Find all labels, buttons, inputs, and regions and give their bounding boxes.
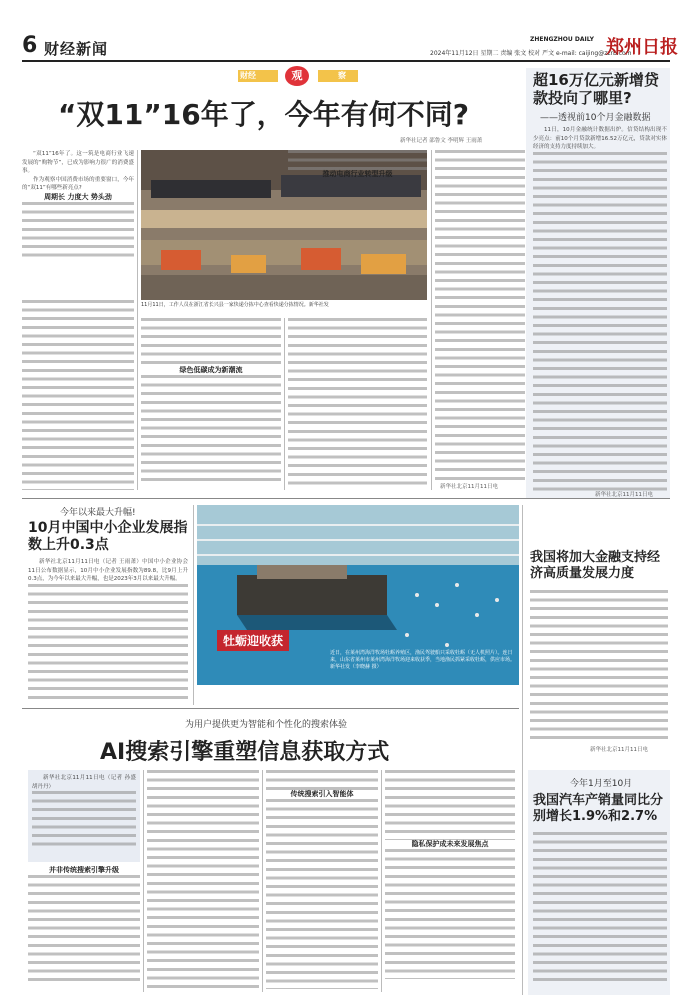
section-rule xyxy=(22,708,519,709)
column-rule xyxy=(522,505,523,995)
text-lines xyxy=(385,770,515,840)
kicker-right: 察 xyxy=(338,71,346,80)
feature-column-3 xyxy=(288,150,427,490)
feature-byline: 新华社记者 邵鲁文 李明辉 王雨萧 xyxy=(400,138,483,144)
text-lines xyxy=(22,300,134,490)
text-lines xyxy=(22,202,134,262)
ai-subhead-3: 并非传统搜索引擎升级 xyxy=(49,866,119,874)
photo-caption: 11月11日，工作人员在浙江省长兴县一家快递分拣中心查看快递分拣情况。新华社发 xyxy=(141,302,329,308)
right-top-body xyxy=(533,126,667,491)
left-body xyxy=(28,558,188,708)
text-lines xyxy=(266,770,378,790)
left-headline: 10月中国中小企业发展指数上升0.3点 xyxy=(28,520,188,553)
ai-headline: AI搜索引擎重塑信息获取方式 xyxy=(100,740,390,765)
column-rule xyxy=(284,318,285,490)
photo-title: 牡蛎迎收获 xyxy=(217,630,289,651)
section-name: 财经新闻 xyxy=(44,40,109,58)
feature-headline: “双11”16年了，今年有何不同? xyxy=(58,98,469,131)
oyster-caption: 近日，在莱州湾海洋牧场牡蛎养殖区，渔民驾驶船只采收牡蛎（无人机照片）。连日来，山东省莱州市莱州湾海洋牧场迎来收获季，当地渔民抓紧采收牡蛎，供应市场。新华社发（李晓赫 摄） xyxy=(330,650,516,670)
text-lines xyxy=(266,799,378,989)
feature-lead: “双11”16年了。这一筑是电商行业飞速发展的“购物节”，已成为影响力很广的消费盛事。 xyxy=(22,151,134,175)
paper-logo: 郑州日报 xyxy=(606,37,678,58)
right-mid-ending: 新华社北京11月11日电 xyxy=(590,747,648,753)
column-rule xyxy=(431,150,432,490)
page-number: 6 xyxy=(22,33,38,58)
right-mid-headline: 我国将加大金融支持经济高质量发展力度 xyxy=(530,550,661,581)
feature-column-3-top xyxy=(288,150,427,178)
column-rule xyxy=(381,770,382,992)
text-lines xyxy=(533,832,667,987)
left-lead: 新华社北京11月11日电（记者 王雨萧）中国中小企业协会11日公布数据显示，10月中小企业发展指数为89.8，比9月上升0.3点，为今年以来最大升幅，也是2023年3月以来最大升幅。 xyxy=(28,559,188,583)
text-lines xyxy=(141,375,281,487)
feature-subhead-1: 周期长 力度大 势头劲 xyxy=(44,192,112,201)
right-mid-body xyxy=(530,590,668,745)
ai-kicker: 为用户提供更为智能和个性化的搜索体验 xyxy=(185,720,348,730)
feature-column-1 xyxy=(22,150,134,297)
ai-subhead-2: 隐私保护成未来发展焦点 xyxy=(411,840,489,848)
paper-english-name: ZHENGZHOU DAILY xyxy=(530,36,594,43)
ai-column-2 xyxy=(147,770,259,992)
ai-column-3 xyxy=(266,770,378,992)
right-top-lead: 11日，10月金融统计数据出炉。信贷结构出现不少亮点：前10个月贷款新增16.52万亿元，贷款对实体经济的支持力度持续加大。 xyxy=(533,127,667,151)
right-top-ending: 新华社北京11月11日电 xyxy=(595,492,653,498)
header-rule xyxy=(22,60,670,62)
ai-column-4 xyxy=(385,770,515,992)
ai-column-1 xyxy=(28,866,140,991)
feature-lead-2: 作为观察中国消费市场的重要窗口，今年的“双11”有哪些新亮点? xyxy=(22,176,134,192)
feature-kicker xyxy=(238,66,358,86)
feature-column-1b xyxy=(22,300,134,490)
text-lines xyxy=(385,849,515,979)
text-lines xyxy=(288,150,427,170)
text-lines xyxy=(141,318,281,366)
feature-subhead-2: 绿色低碳成为新潮流 xyxy=(179,366,243,374)
left-kicker: 今年以来最大升幅! xyxy=(60,508,136,518)
column-rule xyxy=(137,150,138,490)
text-lines xyxy=(533,152,667,491)
ai-lead-box xyxy=(28,770,140,862)
issue-meta: 2024年11月12日 星期二 责编 张文 校对 严文 e-mail: caijing@zzrb.com xyxy=(430,50,632,57)
kicker-left: 财经 xyxy=(240,71,256,80)
ai-byline: 新华社北京11月11日电（记者 孙盛 胡丹丹） xyxy=(32,775,136,790)
ai-subhead-1: 传统搜索引入智能体 xyxy=(290,790,354,798)
text-lines xyxy=(435,150,525,480)
text-lines xyxy=(28,875,140,985)
text-lines xyxy=(288,318,427,490)
kicker-badge: 观 xyxy=(285,66,309,86)
right-bottom-headline: 我国汽车产销量同比分别增长1.9%和2.7% xyxy=(533,793,664,824)
right-top-headline: 超16万亿元新增贷款投向了哪里? xyxy=(533,71,659,107)
text-lines xyxy=(32,791,136,851)
right-bottom-kicker: 今年1月至10月 xyxy=(570,779,633,789)
right-bottom-body xyxy=(533,832,667,992)
feature-column-2 xyxy=(141,318,281,490)
feature-ending: 新华社北京11月11日电 xyxy=(440,484,498,490)
column-rule xyxy=(143,770,144,992)
right-top-subhead: ——透视前10个月金融数据 xyxy=(540,113,651,123)
text-lines xyxy=(530,590,668,740)
section-rule xyxy=(22,498,670,499)
column-rule xyxy=(193,505,194,705)
text-lines xyxy=(147,770,259,992)
feature-column-4 xyxy=(435,150,525,490)
text-lines xyxy=(28,584,188,699)
column-rule xyxy=(262,770,263,992)
feature-subhead-3: 推动电商行业转型升级 xyxy=(322,170,393,178)
